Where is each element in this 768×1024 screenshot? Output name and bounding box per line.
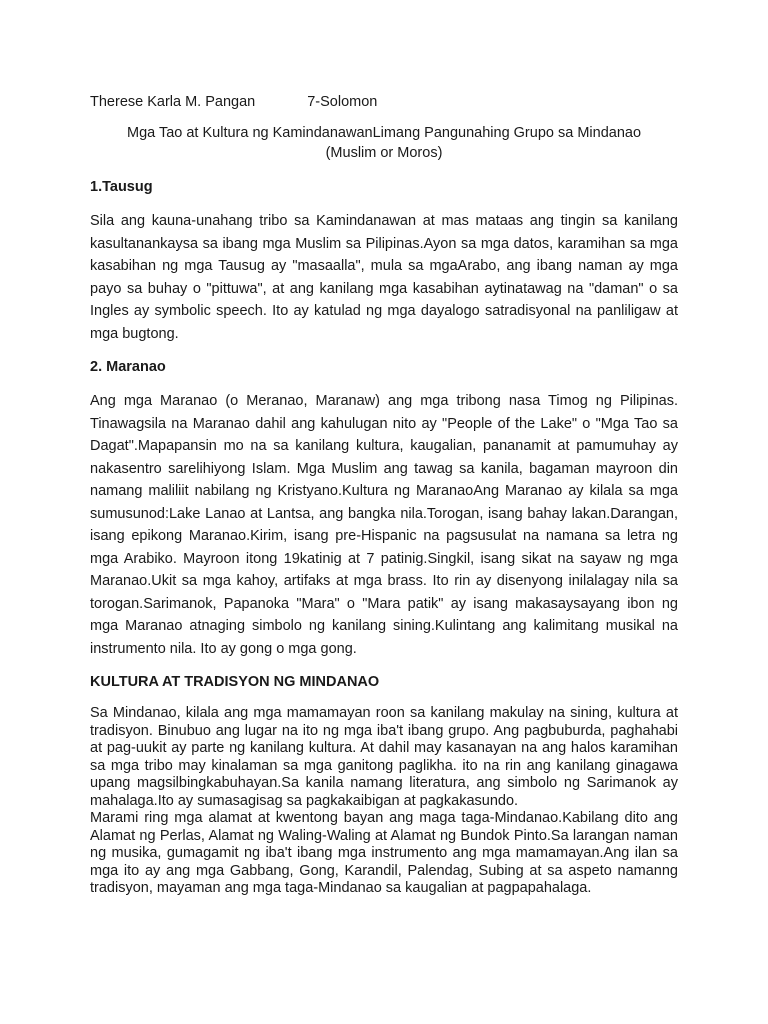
section-heading-maranao: 2. Maranao: [90, 359, 166, 375]
author-line: [90, 93, 678, 112]
section-paragraph-maranao: Ang mga Maranao (o Meranao, Maranaw) ang mga tribong nasa Timog ng Pilipinas. Tinawagsila na Maranao dahil ang kahulugan nito ay "People of the Lake" o "Mga Tao sa Dagat".Mapapansin mo na sa kanilang kultura, kaugalian, pananamit at pamumuhay ay nakasentro sarelihiyong Islam. Mga Muslim ang tawag sa kanila, bagaman mayroon din namang maliliit nabilang ng Kristyano.Kultura ng MaranaoAng Maranao ay kilala sa mga sumusunod:Lake Lanao at Lantsa, ang bangka nila.Torogan, isang bahay lakan.Darangan, isang epikong Maranao.Kirim, isang pre-Hispanic na pagsusulat na namana sa letra ng mga Arabiko. Mayroon itong 19katinig at 7 patinig.Singkil, isang sikat na sayaw ng mga Maranao.Ukit sa mga kahoy, artifaks at mga brass. Ito rin ay disenyong inilalagay nila sa torogan.Sarimanok, Papanoka "Mara" o "Mara patik" ay isang makasaysayang ibon ng mga Maranao atnaging simbolo ng kanilang sining.Kulintang ang kalimitang musikal na instrumento nila. Ito ay gong o mga gong.: [90, 393, 678, 657]
section-paragraph-kultura-1: Sa Mindanao, kilala ang mga mamamayan roon sa kanilang makulay na sining, kultura at tradisyon. Binubuo ang lugar na ito ng mga iba't ibang grupo. Ang pagbuburda, paghahabi at pag-uukit ay parte ng kanilang kultura. At dahil may kasanayan na ang halos karamihan sa mga tribo may kinalaman sa mga ganitong paglikha. ito na rin ang kanilang ginagawa upang magsilbingkabuhayan.Sa kanila namang literatura, ang simbolo ng Sarimanok ay mahalaga.Ito ay sumasagisag sa pagkakaibigan at pagkakasundo.: [90, 705, 678, 809]
section-paragraph-tausug: Sila ang kauna-unahang tribo sa Kamindanawan at mas mataas ang tingin sa kanilang kasultanankaysa sa ibang mga Muslim sa Pilipinas.Ayon sa mga datos, karamihan sa mga kasabihan ng mga Tausug ay "masaalla", mula sa mgaArabo, ang ibang naman ay mga payo sa buhay o "pittuwa", at ang kanilang mga kasabihan aytinatawag na "daman" o sa Ingles ay symbolic speech. Ito ay katulad ng mga dayalogo satradisyonal na panliligaw at mga bugtong.: [90, 213, 678, 342]
section-heading-kultura: KULTURA AT TRADISYON NG MINDANAO: [90, 674, 380, 690]
document-content: [90, 93, 678, 898]
document-title: [90, 123, 678, 163]
document-title-line-2: (Muslim or Moros): [325, 145, 443, 161]
document-title-line-1: Mga Tao at Kultura ng KamindanawanLimang Pangunahing Grupo sa Mindanao: [126, 125, 642, 141]
section-paragraph-kultura-2: Marami ring mga alamat at kwentong bayan ang maga taga-Mindanao.Kabilang dito ang Alamat ng Perlas, Alamat ng Waling-Waling at Alamat ng Bundok Pinto.Sa larangan naman ng musika, gumagamit ng iba't ibang mga instrumento ang mga mamamayan.Ang ilan sa mga ito ay ang mga Gabbang, Gong, Karandil, Palendag, Subing at sa aspeto namanng tradisyon, mayaman ang mga taga-Mindanao sa kaugalian at pagpapahalaga.: [90, 810, 678, 896]
author-section: 7-Solomon: [307, 94, 378, 110]
author-name: Therese Karla M. Pangan: [90, 94, 256, 110]
section-heading-tausug: 1.Tausug: [90, 179, 153, 195]
